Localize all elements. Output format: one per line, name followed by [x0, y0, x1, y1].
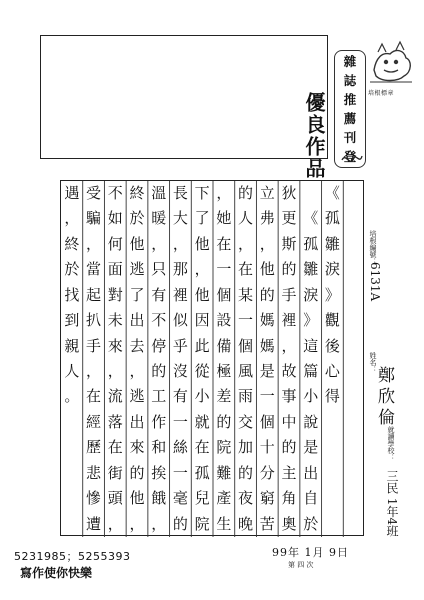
grid-cell: ，	[107, 514, 123, 533]
grid-cell: 她	[216, 209, 232, 228]
grid-cell: 找	[64, 285, 80, 304]
grid-cell: 斯	[281, 234, 297, 253]
grid-cell: 得	[324, 387, 340, 406]
grid-cell: 手	[86, 336, 102, 355]
grid-cell: 事	[281, 387, 297, 406]
grid-cell: 人	[238, 209, 254, 228]
grid-cell: 終	[129, 184, 145, 202]
grid-cell: 落	[107, 412, 123, 431]
grid-cell: 頭	[107, 489, 123, 508]
grid-cell: 極	[216, 362, 232, 380]
grid-column	[83, 181, 105, 535]
grid-cell: 因	[194, 311, 210, 330]
grid-cell: 下	[194, 184, 210, 202]
stamp-char: 刊	[343, 130, 357, 145]
grid-cell: 產	[216, 489, 232, 508]
grid-cell: 的	[281, 438, 297, 457]
serial-value: 6131A	[368, 262, 382, 302]
grid-cell: 苦	[259, 514, 275, 533]
grid-cell: 個	[259, 412, 275, 431]
grid-cell: 的	[259, 285, 275, 304]
grid-column	[104, 181, 126, 535]
grid-cell	[322, 512, 344, 537]
grid-cell: 設	[216, 311, 232, 330]
grid-cell: 生	[216, 514, 232, 533]
grid-cell: 當	[86, 260, 102, 279]
grid-cell: 在	[107, 438, 123, 457]
grid-column	[61, 181, 83, 535]
grid-column	[256, 181, 278, 535]
student-name: 鄭欣倫	[374, 366, 394, 429]
grid-cell: 逃	[129, 260, 145, 279]
grid-cell: 有	[151, 285, 167, 304]
grid-cell: ，	[129, 514, 145, 533]
grid-cell: 。	[64, 387, 80, 406]
grid-cell: 經	[86, 412, 102, 431]
grid-cell: 了	[129, 285, 145, 304]
grid-cell: 備	[216, 336, 232, 355]
grid-cell: 一	[172, 463, 188, 482]
grid-cell: 出	[303, 463, 319, 482]
grid-cell: 乎	[172, 336, 188, 355]
grid-cell: 淚	[303, 285, 319, 304]
grid-cell: 逃	[129, 387, 145, 406]
grid-cell: 餓	[151, 489, 167, 508]
grid-cell: 說	[303, 412, 319, 431]
grid-column	[278, 181, 300, 535]
grid-cell: 慘	[86, 489, 102, 508]
date: 99年 1月 9日	[272, 546, 349, 559]
mascot-seal-icon	[368, 38, 414, 86]
grid-column	[191, 181, 213, 535]
grid-cell: ，	[172, 234, 188, 253]
grid-cell	[322, 410, 344, 435]
grid-cell	[343, 512, 365, 537]
grid-cell: 的	[172, 514, 188, 533]
grid-cell: 出	[129, 311, 145, 330]
grid-cell: 弗	[259, 209, 275, 228]
grid-cell: 就	[194, 412, 210, 431]
grid-cell: 他	[194, 234, 210, 253]
grid-cell: ，	[216, 184, 232, 202]
grid-cell: 似	[172, 311, 188, 330]
grid-cell: 雛	[303, 260, 319, 279]
grid-cell: 更	[281, 209, 297, 228]
grid-cell: 流	[107, 387, 123, 406]
grid-cell: 作	[151, 412, 167, 431]
grid-cell: 此	[194, 336, 210, 355]
grid-cell: 人	[64, 362, 80, 380]
grid-cell: 一	[259, 387, 275, 406]
grid-cell: 只	[151, 260, 167, 279]
grid-cell: 孤	[194, 463, 210, 482]
grid-cell: 在	[216, 234, 232, 253]
grid-cell: 《	[303, 209, 319, 228]
stamp-char: 雜	[343, 54, 357, 69]
grid-cell	[343, 181, 365, 206]
grid-cell: 夜	[238, 489, 254, 508]
grid-cell: 主	[281, 463, 297, 482]
grid-cell: 》	[303, 311, 319, 330]
grid-cell	[343, 308, 365, 333]
grid-cell: 沒	[172, 362, 188, 380]
grid-cell: ，	[151, 514, 167, 533]
grid-cell: 工	[151, 387, 167, 406]
name-label: 姓名：	[369, 352, 377, 373]
serial-label: 培根編號：	[369, 230, 377, 265]
grid-cell: ，	[129, 362, 145, 380]
grid-cell: 街	[107, 463, 123, 482]
grid-column	[235, 181, 257, 535]
grid-cell: 的	[216, 412, 232, 431]
grid-cell	[343, 334, 365, 359]
grid-cell: 那	[172, 260, 188, 279]
grid-cell: 故	[281, 362, 297, 380]
grid-column	[343, 181, 365, 535]
school-value: 三民 1年4班	[385, 470, 399, 538]
grid-cell: 他	[259, 260, 275, 279]
grid-cell: 不	[107, 184, 123, 202]
grid-cell: 他	[194, 285, 210, 304]
school-label: 就讀學校：	[387, 426, 395, 461]
grid-cell	[61, 512, 83, 537]
grid-cell: 歷	[86, 438, 102, 457]
grid-cell: 媽	[259, 311, 275, 330]
phone-code: 5231985；5255393	[14, 550, 131, 563]
grid-cell	[343, 206, 365, 231]
grid-cell: ，	[281, 336, 297, 355]
grid-cell: 手	[281, 285, 297, 304]
grid-cell: 立	[259, 184, 275, 202]
grid-cell: ，	[259, 234, 275, 253]
grid-cell: ，	[86, 234, 102, 253]
grid-cell: 分	[259, 463, 275, 482]
grid-cell: 了	[194, 209, 210, 228]
grid-cell: 毫	[172, 489, 188, 508]
grid-cell: ，	[238, 234, 254, 253]
grid-cell: 絲	[172, 438, 188, 457]
grid-cell: 暖	[151, 209, 167, 228]
grid-cell: 遭	[86, 514, 102, 533]
grid-column	[300, 181, 322, 535]
grid-cell: 來	[107, 336, 123, 355]
grid-cell: 的	[238, 463, 254, 482]
grid-cell: 出	[129, 412, 145, 431]
grid-cell	[343, 359, 365, 384]
grid-cell: ，	[86, 362, 102, 380]
grid-cell: 個	[216, 285, 232, 304]
grid-cell: 淚	[324, 260, 340, 279]
grid-cell: 心	[324, 362, 340, 380]
grid-cell: 挨	[151, 463, 167, 482]
grid-cell: 是	[303, 438, 319, 457]
grid-cell: 是	[259, 362, 275, 380]
grid-cell: 來	[129, 438, 145, 457]
grid-cell: 晚	[238, 514, 254, 533]
grid-cell: ，	[64, 209, 80, 228]
grid-column	[213, 181, 235, 535]
grid-cell	[61, 435, 83, 460]
grid-cell	[300, 181, 322, 206]
grid-cell: 在	[86, 387, 102, 406]
grid-cell: 的	[151, 362, 167, 380]
grid-cell: 騙	[86, 209, 102, 228]
grid-cell: ，	[151, 234, 167, 253]
grid-cell: 兒	[194, 489, 210, 508]
grid-cell: 在	[194, 438, 210, 457]
stamp-char: 薦	[343, 111, 357, 126]
grid-cell: 雨	[238, 387, 254, 406]
grid-column	[322, 181, 344, 535]
grid-cell: 這	[303, 336, 319, 355]
grid-cell: 溫	[151, 184, 167, 202]
grid-cell	[61, 410, 83, 435]
grid-cell: 對	[107, 285, 123, 304]
grid-cell: 一	[216, 260, 232, 279]
grid-cell: 角	[281, 489, 297, 508]
grid-cell	[343, 486, 365, 511]
grid-cell: 差	[216, 387, 232, 406]
grid-cell: 到	[64, 311, 80, 330]
grid-cell	[61, 461, 83, 486]
grid-cell	[343, 257, 365, 282]
grid-cell: ，	[194, 260, 210, 279]
grid-cell: 受	[86, 184, 102, 202]
grid-cell: 觀	[324, 311, 340, 330]
grid-cell: 孤	[324, 209, 340, 228]
grid-cell: 個	[238, 336, 254, 355]
writing-grid	[60, 180, 364, 536]
grid-cell: 裡	[281, 311, 297, 330]
grid-cell	[343, 435, 365, 460]
grid-cell: 》	[324, 285, 340, 304]
grid-cell: 未	[107, 311, 123, 330]
grid-cell: 狄	[281, 184, 297, 202]
grid-cell	[61, 486, 83, 511]
grid-cell: 親	[64, 336, 80, 355]
grid-cell: 小	[194, 387, 210, 406]
grid-cell: 某	[238, 285, 254, 304]
grid-cell: 面	[107, 260, 123, 279]
grid-cell	[322, 435, 344, 460]
grid-cell: 和	[151, 438, 167, 457]
teacher-label: 培根標章	[368, 90, 395, 97]
grid-cell: 篇	[303, 362, 319, 380]
grid-cell: 何	[107, 234, 123, 253]
grid-cell: 的	[238, 184, 254, 202]
grid-cell: 難	[216, 463, 232, 482]
page-count: 第 四 次	[288, 561, 314, 569]
grid-cell	[343, 461, 365, 486]
grid-cell: 媽	[259, 336, 275, 355]
grid-cell: 從	[194, 362, 210, 380]
grid-cell: 加	[238, 438, 254, 457]
stamp-char: 誌	[343, 73, 357, 88]
grid-cell: 扒	[86, 311, 102, 330]
grid-cell: 一	[238, 311, 254, 330]
grid-cell: ，	[107, 362, 123, 380]
grid-cell: 的	[281, 260, 297, 279]
grid-cell: 雛	[324, 234, 340, 253]
grid-cell: 他	[129, 234, 145, 253]
signature-scribble-icon	[340, 150, 364, 170]
grid-cell	[322, 461, 344, 486]
grid-cell: 於	[64, 260, 80, 279]
grid-cell	[343, 283, 365, 308]
grid-cell: 後	[324, 336, 340, 355]
grid-cell	[322, 486, 344, 511]
grid-cell: 小	[303, 387, 319, 406]
grid-cell: 自	[303, 489, 319, 508]
grid-cell: 的	[129, 463, 145, 482]
stamp-char: 登	[343, 149, 357, 164]
grid-cell	[343, 232, 365, 257]
grid-column	[170, 181, 192, 535]
grid-cell: 終	[64, 234, 80, 253]
grid-cell: 十	[259, 438, 275, 457]
grid-cell: 長	[172, 184, 188, 202]
grid-cell: 於	[303, 514, 319, 533]
grid-cell: 《	[324, 184, 340, 202]
grid-cell	[343, 384, 365, 409]
slogan: 寫作使你快樂	[20, 566, 93, 580]
grid-cell: 裡	[172, 285, 188, 304]
grid-cell: 有	[172, 387, 188, 406]
grid-cell: 院	[194, 514, 210, 533]
grid-cell: 一	[172, 412, 188, 431]
honor-label: 優良作品	[302, 92, 326, 180]
grid-cell: 窮	[259, 489, 275, 508]
grid-cell: 悲	[86, 463, 102, 482]
grid-cell: 如	[107, 209, 123, 228]
teacher-comment-box	[40, 35, 328, 159]
grid-cell: 大	[172, 209, 188, 228]
grid-column	[126, 181, 148, 535]
grid-column	[148, 181, 170, 535]
grid-cell: 交	[238, 412, 254, 431]
grid-cell: 去	[129, 336, 145, 355]
grid-cell: 中	[281, 412, 297, 431]
grid-cell: 起	[86, 285, 102, 304]
grid-cell: 孤	[303, 234, 319, 253]
grid-cell	[343, 410, 365, 435]
grid-cell: 奧	[281, 514, 297, 533]
grid-cell: 於	[129, 209, 145, 228]
grid-cell: 他	[129, 489, 145, 508]
stamp-char: 推	[343, 92, 357, 107]
grid-cell: 遇	[64, 184, 80, 202]
grid-cell: 風	[238, 362, 254, 380]
grid-cell: 在	[238, 260, 254, 279]
grid-cell: 院	[216, 438, 232, 457]
grid-cell: 停	[151, 336, 167, 355]
grid-cell: 不	[151, 311, 167, 330]
